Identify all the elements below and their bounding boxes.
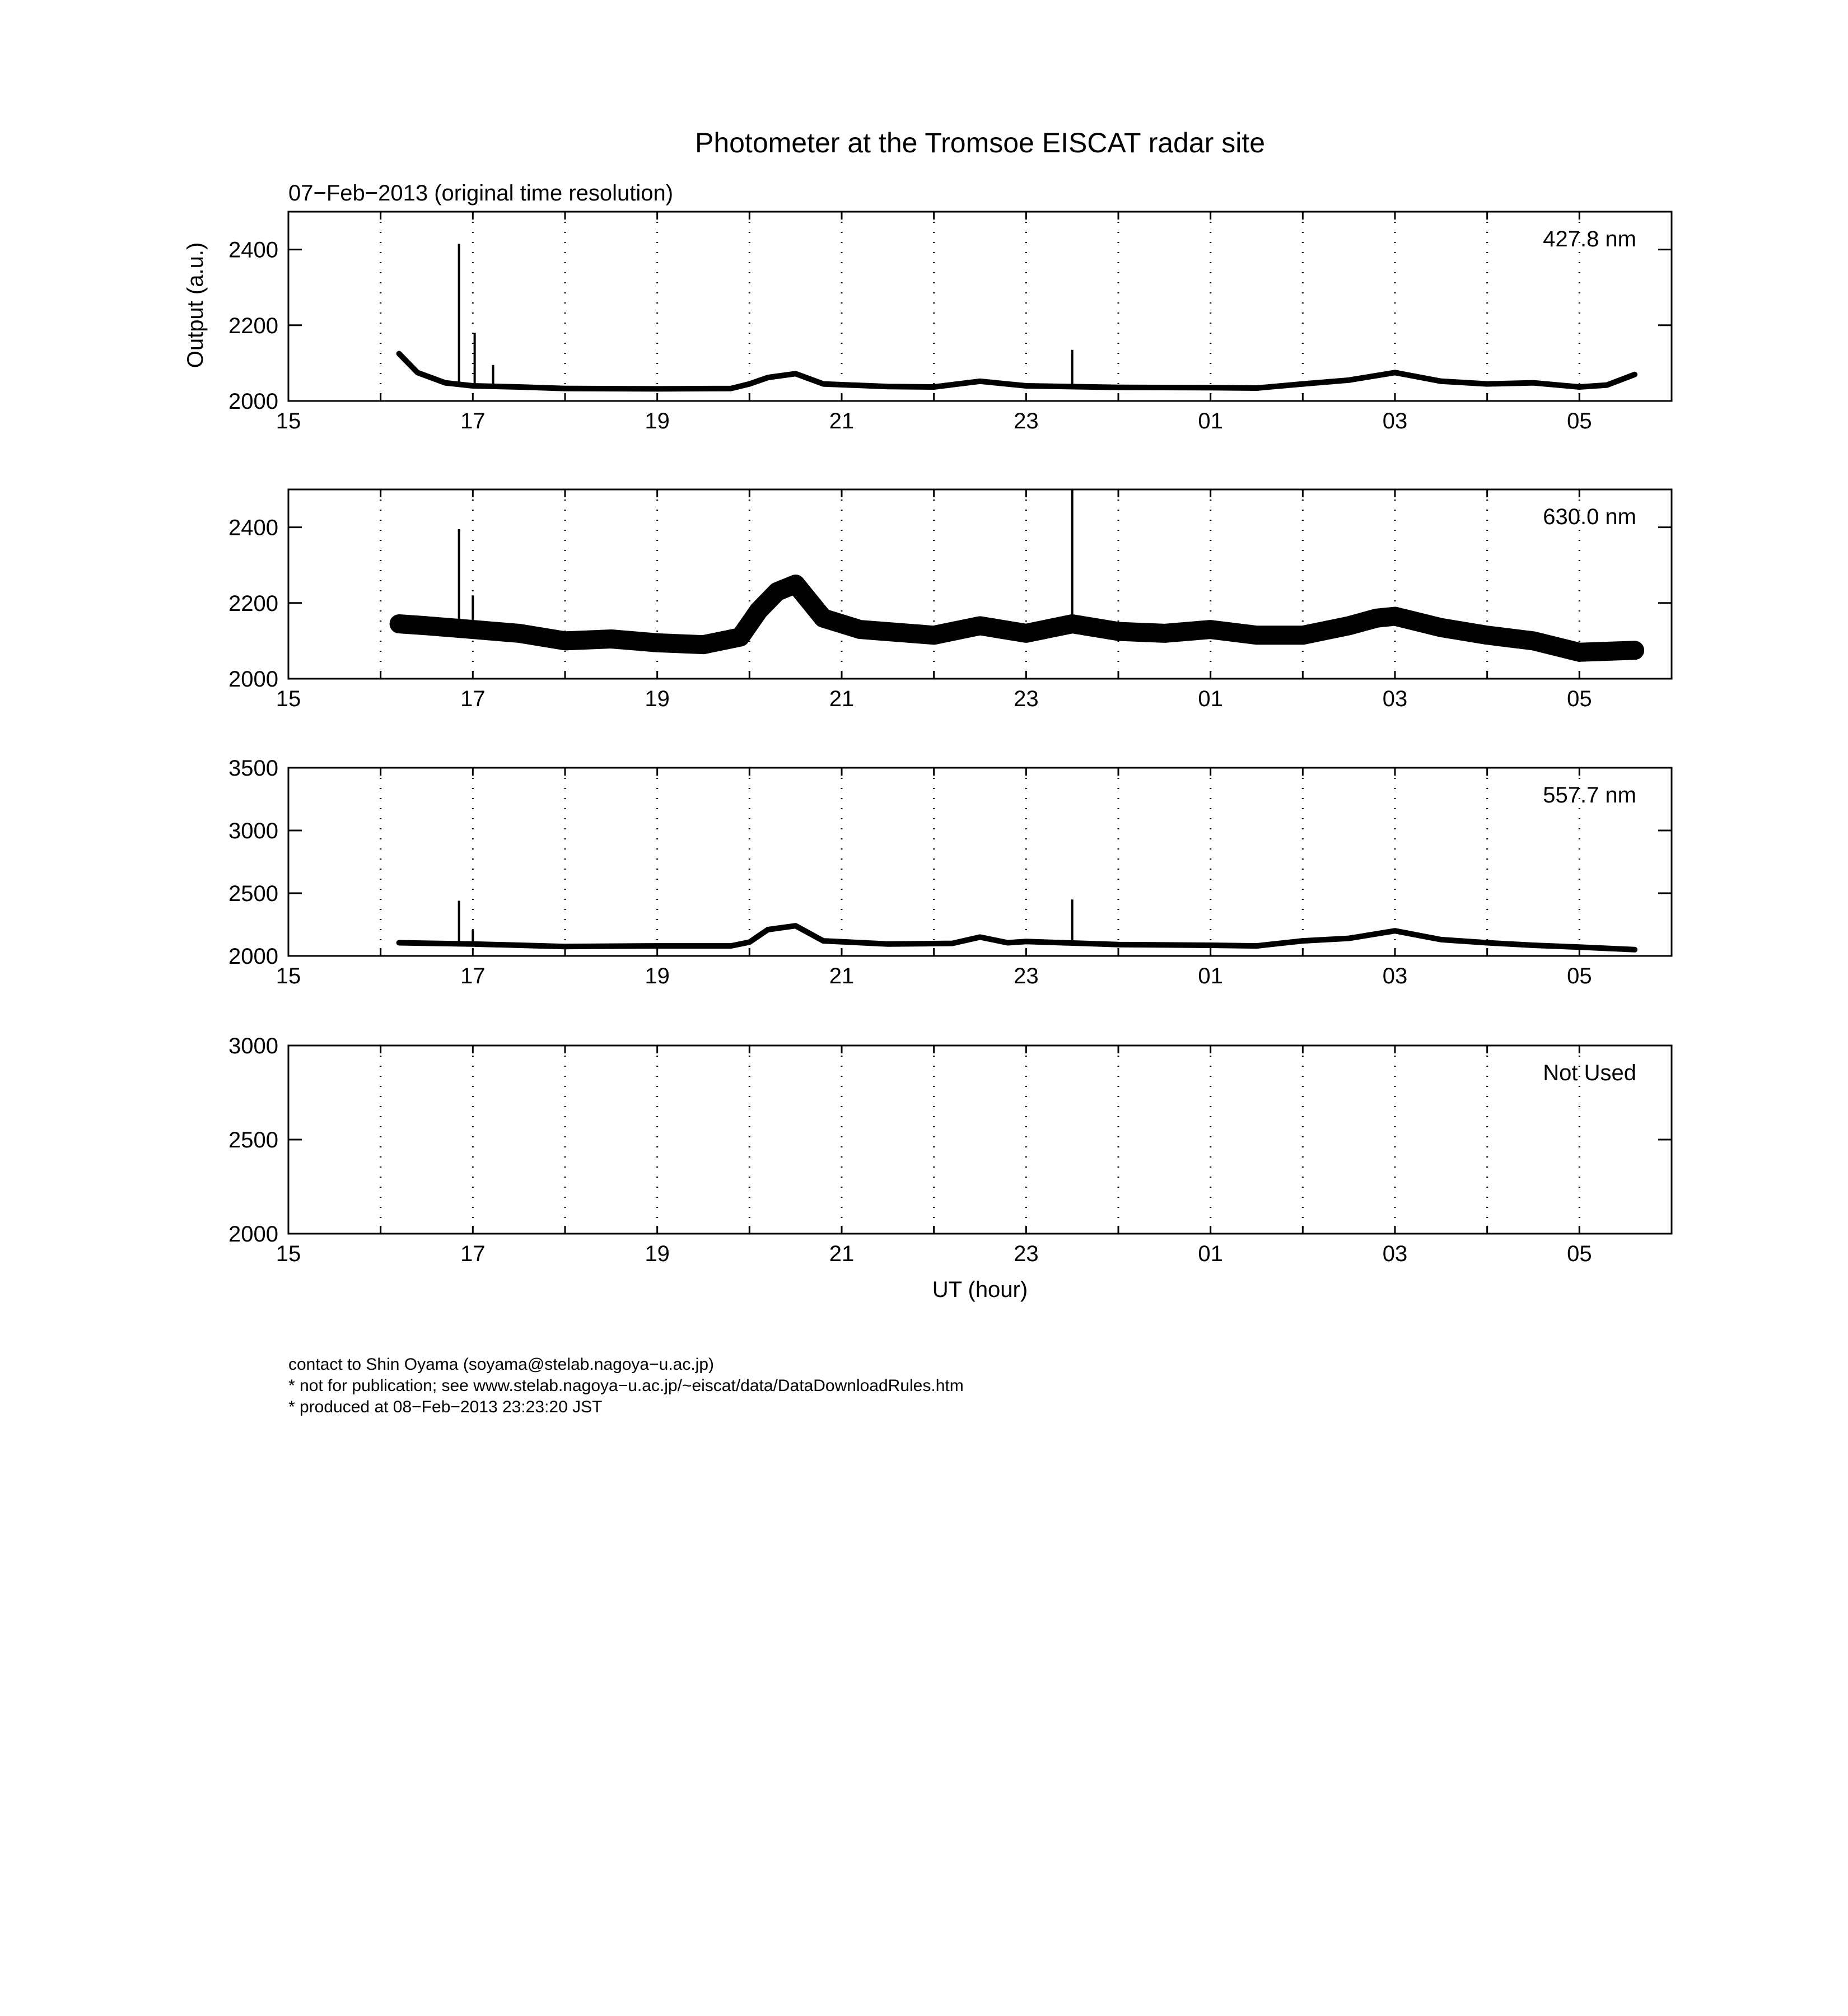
y-tick-label: 2000 <box>228 389 278 414</box>
y-tick-label: 2000 <box>228 944 278 969</box>
x-tick-label: 01 <box>1198 1242 1223 1266</box>
x-tick-label: 03 <box>1382 409 1408 433</box>
panel-3 <box>228 756 1672 988</box>
y-tick-label: 2500 <box>228 1128 278 1152</box>
footer-notes <box>288 1354 964 1418</box>
panel-label: 557.7 nm <box>1543 783 1636 808</box>
x-tick-label: 03 <box>1382 687 1408 711</box>
x-tick-label: 05 <box>1567 1242 1592 1266</box>
x-tick-label: 15 <box>276 409 301 433</box>
chart-subtitle: 07−Feb−2013 (original time resolution) <box>288 181 674 206</box>
chart-title: Photometer at the Tromsoe EISCAT radar site <box>694 127 1266 158</box>
x-tick-label: 21 <box>829 964 855 988</box>
x-tick-label: 23 <box>1014 1242 1039 1266</box>
panel-label: Not Used <box>1543 1061 1636 1085</box>
y-tick-label: 3000 <box>228 1034 278 1058</box>
x-tick-label: 23 <box>1014 687 1039 711</box>
panel-2 <box>228 489 1672 711</box>
panels-group <box>228 212 1672 1266</box>
panel-frame <box>288 768 1672 956</box>
x-tick-label: 23 <box>1014 964 1039 988</box>
x-tick-label: 17 <box>460 409 486 433</box>
panel-frame <box>288 1046 1672 1234</box>
x-tick-label: 17 <box>460 1242 486 1266</box>
x-tick-label: 03 <box>1382 964 1408 988</box>
x-tick-label: 17 <box>460 687 486 711</box>
panel-label: 427.8 nm <box>1543 227 1636 251</box>
footer-produced: * produced at 08−Feb−2013 23:23:20 JST <box>288 1398 603 1416</box>
x-axis-label: UT (hour) <box>932 1277 1028 1302</box>
x-tick-label: 15 <box>276 1242 301 1266</box>
x-tick-label: 01 <box>1198 964 1223 988</box>
y-tick-label: 2200 <box>228 313 278 338</box>
x-tick-label: 03 <box>1382 1242 1408 1266</box>
series-line <box>399 584 1635 652</box>
x-tick-label: 21 <box>829 687 855 711</box>
x-tick-label: 19 <box>645 687 670 711</box>
y-axis-label: Output (a.u.) <box>183 242 208 368</box>
panel-1 <box>228 212 1672 433</box>
x-tick-label: 21 <box>829 1242 855 1266</box>
x-tick-label: 21 <box>829 409 855 433</box>
x-tick-label: 23 <box>1014 409 1039 433</box>
x-tick-label: 05 <box>1567 409 1592 433</box>
x-tick-label: 01 <box>1198 409 1223 433</box>
panel-frame <box>288 489 1672 679</box>
y-tick-label: 2000 <box>228 667 278 692</box>
y-tick-label: 3500 <box>228 756 278 781</box>
footer-contact: contact to Shin Oyama (soyama@stelab.nagoya−u.ac.jp) <box>288 1355 715 1374</box>
panel-frame <box>288 212 1672 401</box>
y-tick-label: 2200 <box>228 591 278 616</box>
x-tick-label: 19 <box>645 1242 670 1266</box>
y-tick-label: 2000 <box>228 1222 278 1247</box>
x-tick-label: 05 <box>1567 687 1592 711</box>
panel-label: 630.0 nm <box>1543 505 1636 529</box>
series-line <box>399 926 1635 950</box>
x-tick-label: 15 <box>276 964 301 988</box>
x-tick-label: 01 <box>1198 687 1223 711</box>
series-line <box>399 354 1635 389</box>
y-tick-label: 2400 <box>228 237 278 263</box>
x-tick-label: 17 <box>460 964 486 988</box>
x-tick-label: 15 <box>276 687 301 711</box>
panel-4 <box>228 1034 1672 1266</box>
x-tick-label: 19 <box>645 964 670 988</box>
footer-notice: * not for publication; see www.stelab.nagoya−u.ac.jp/~eiscat/data/DataDownloadRules.htm <box>288 1376 964 1395</box>
x-tick-label: 05 <box>1567 964 1592 988</box>
y-tick-label: 3000 <box>228 819 278 843</box>
y-tick-label: 2400 <box>228 515 278 540</box>
y-tick-label: 2500 <box>228 881 278 906</box>
x-tick-label: 19 <box>645 409 670 433</box>
